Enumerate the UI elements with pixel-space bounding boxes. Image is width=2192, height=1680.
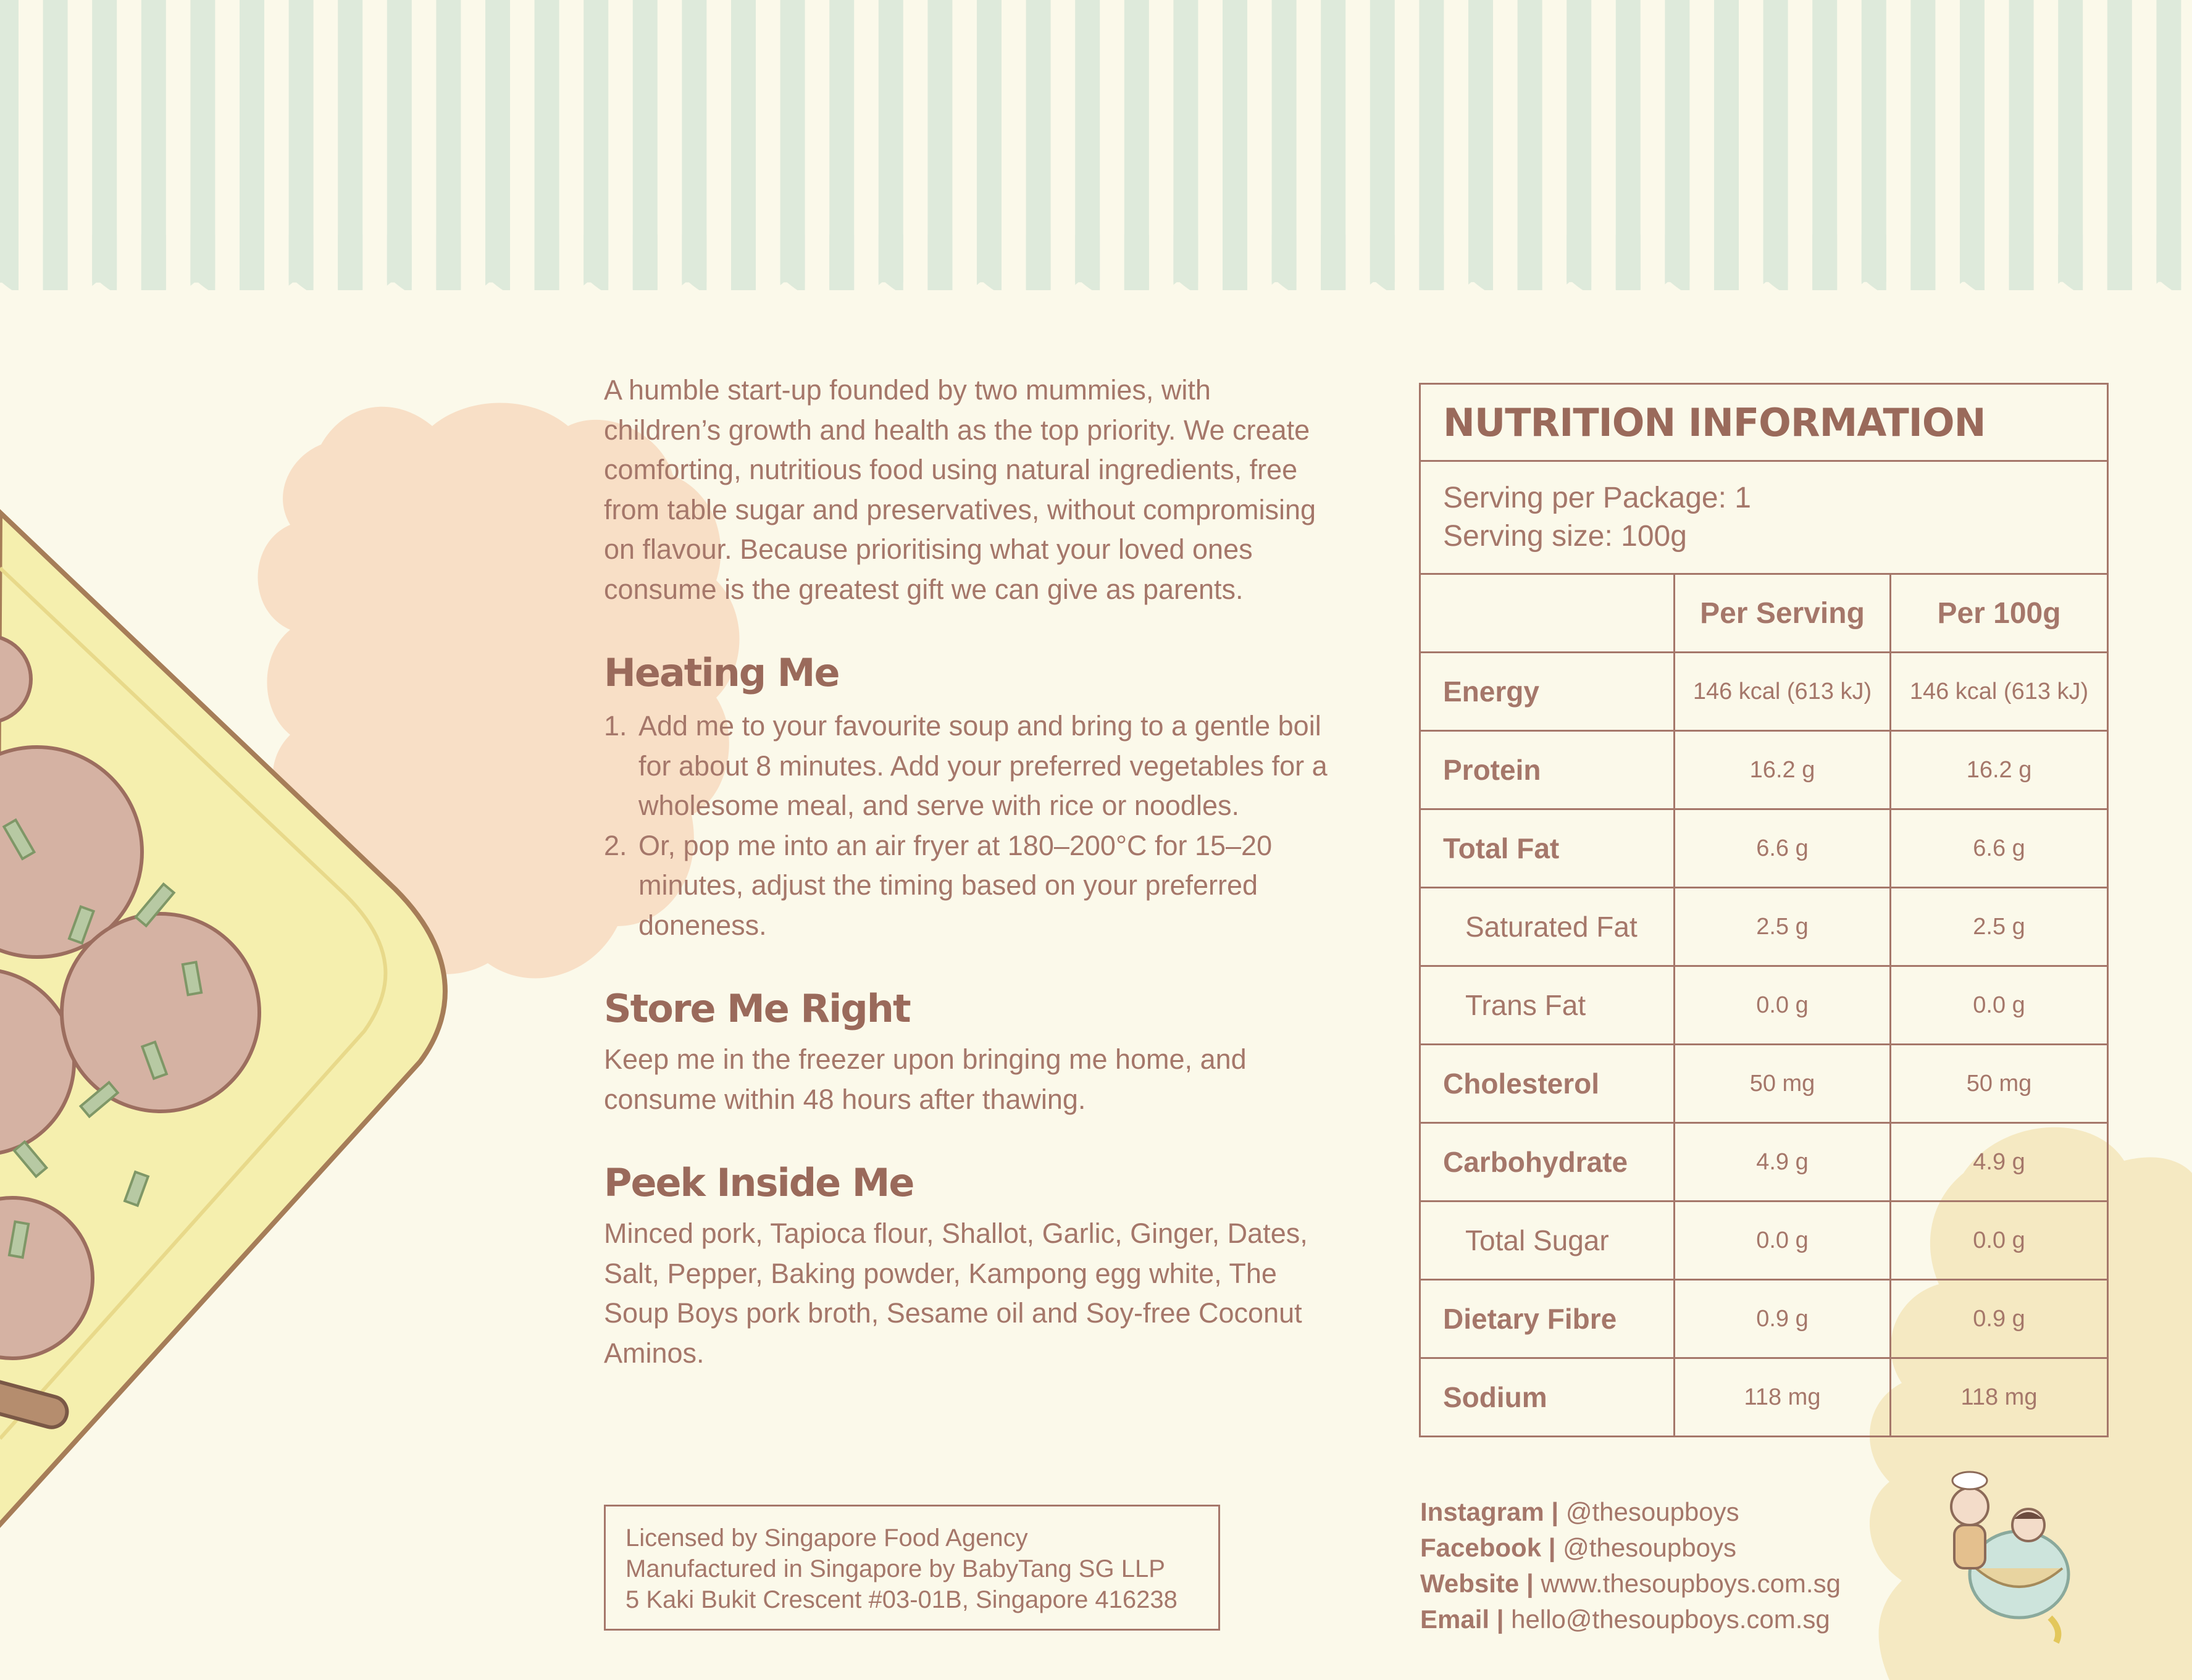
nutrition-table xyxy=(1419,383,2109,1437)
value-per-serving: 16.2 g xyxy=(1675,731,1891,809)
awning-stripe-tail xyxy=(141,235,166,290)
nutrition-row xyxy=(1420,1201,2108,1280)
value-per-100g: 0.9 g xyxy=(1891,1280,2108,1358)
value-per-serving: 146 kcal (613 kJ) xyxy=(1675,653,1891,731)
nutrient-label: Carbohydrate xyxy=(1420,1123,1675,1201)
nutrition-row xyxy=(1420,1280,2108,1358)
license-box xyxy=(604,1505,1220,1631)
col-header-per-serving: Per Serving xyxy=(1675,574,1891,653)
awning-stripe-tail xyxy=(1223,235,1247,290)
awning-stripe-tail xyxy=(2156,235,2181,282)
contact-facebook: Facebook | @thesoupboys xyxy=(1420,1533,1736,1562)
nutrition-row xyxy=(1420,1123,2108,1201)
nutrition-rows xyxy=(1420,653,2108,1437)
awning-stripe-tail xyxy=(240,235,264,290)
nutrient-label: Total Fat xyxy=(1420,809,1675,888)
nutrient-label: Energy xyxy=(1420,653,1675,731)
nutrition-row xyxy=(1420,653,2108,731)
heating-steps xyxy=(604,706,1339,945)
awning-stripe-tail xyxy=(2058,235,2083,282)
contact-instagram: Instagram | @thesoupboys xyxy=(1420,1497,1739,1526)
nutrient-label: Sodium xyxy=(1420,1358,1675,1437)
awning-stripe-tail xyxy=(535,235,559,290)
license-line: Manufactured in Singapore by BabyTang SG LLP xyxy=(625,1555,1165,1582)
awning-stripe-tail xyxy=(1468,235,1493,282)
nutrient-label: Trans Fat xyxy=(1420,966,1675,1045)
value-per-serving: 0.0 g xyxy=(1675,1201,1891,1280)
awning-stripe-tail xyxy=(1665,235,1689,282)
awning-stripe-tail xyxy=(1862,235,1886,282)
heating-heading: Heating Me xyxy=(604,650,839,695)
serving-per-package: Serving per Package: 1 xyxy=(1443,482,1751,514)
nutrition-row xyxy=(1420,966,2108,1045)
header-blank xyxy=(1420,574,1675,653)
awning-stripe-tail xyxy=(829,235,854,290)
value-per-100g: 0.0 g xyxy=(1891,966,2108,1045)
license-line: Licensed by Singapore Food Agency xyxy=(625,1524,1028,1552)
awning-stripe-tail xyxy=(879,235,903,282)
store-text: Keep me in the freezer upon bringing me home, and consume within 48 hours after thawing. xyxy=(604,1043,1247,1115)
awning-stripe-tail xyxy=(1173,235,1198,282)
nutrition-row xyxy=(1420,731,2108,809)
instagram-handle[interactable]: @thesoupboys xyxy=(1565,1497,1739,1526)
awning-stripe-tail xyxy=(1321,235,1345,290)
value-per-serving: 118 mg xyxy=(1675,1358,1891,1437)
awning-stripe-tail xyxy=(43,235,68,290)
license-line: 5 Kaki Bukit Crescent #03-01B, Singapore 416238 xyxy=(625,1586,1178,1613)
value-per-100g: 50 mg xyxy=(1891,1045,2108,1123)
value-per-100g: 0.0 g xyxy=(1891,1201,2108,1280)
awning-stripe-tail xyxy=(682,235,706,282)
value-per-100g: 118 mg xyxy=(1891,1358,2108,1437)
awning-stripe-tail xyxy=(1616,235,1641,290)
nutrient-label: Protein xyxy=(1420,731,1675,809)
awning-stripe-tail xyxy=(1026,235,1051,290)
nutrient-label: Dietary Fibre xyxy=(1420,1280,1675,1358)
awning-stripe-tail xyxy=(1763,235,1788,282)
awning-stripe-tail xyxy=(1518,235,1542,290)
facebook-handle[interactable]: @thesoupboys xyxy=(1563,1533,1736,1562)
value-per-100g: 16.2 g xyxy=(1891,731,2108,809)
nutrition-row xyxy=(1420,1045,2108,1123)
value-per-100g: 146 kcal (613 kJ) xyxy=(1891,653,2108,731)
awning-stripe-tail xyxy=(1075,235,1100,282)
product-description-column xyxy=(604,370,1345,1373)
heating-step: 2. Or, pop me into an air fryer at 180–200°C for 15–20 minutes, adjust the timing based on your preferred doneness. xyxy=(604,829,1273,941)
value-per-serving: 2.5 g xyxy=(1675,888,1891,966)
nutrient-label: Cholesterol xyxy=(1420,1045,1675,1123)
awning-stripe-tail xyxy=(1567,235,1591,282)
ingredients-text: Minced pork, Tapioca flour, Shallot, Garlic, Ginger, Dates, Salt, Pepper, Baking powder, Kampong egg white, The Soup Boys pork broth, Sesame oil and Soy-free Coconut Aminos. xyxy=(604,1218,1308,1369)
contact-website: Website | www.thesoupboys.com.sg xyxy=(1420,1569,1841,1598)
value-per-100g: 2.5 g xyxy=(1891,888,2108,966)
awning-stripe-tail xyxy=(977,235,1002,282)
awning-stripe-tail xyxy=(584,235,608,282)
awning-stripe-tail xyxy=(2009,235,2034,290)
awning-stripe-tail xyxy=(485,235,510,282)
contact-email: Email | hello@thesoupboys.com.sg xyxy=(1420,1605,1830,1634)
awning-stripe-tail xyxy=(1370,235,1395,282)
awning-stripe-tail xyxy=(780,235,805,282)
awning-stripe-tail xyxy=(1960,235,1985,282)
nutrition-panel xyxy=(1419,383,2107,1437)
awning-stripe-tail xyxy=(1272,235,1297,282)
serving-info xyxy=(1420,461,2108,574)
value-per-serving: 0.0 g xyxy=(1675,966,1891,1045)
nutrient-label: Total Sugar xyxy=(1420,1201,1675,1280)
serving-size: Serving size: 100g xyxy=(1443,520,1687,553)
contact-info xyxy=(1420,1494,1841,1637)
value-per-100g: 6.6 g xyxy=(1891,809,2108,888)
awning-stripe-tail xyxy=(1124,235,1149,290)
value-per-serving: 0.9 g xyxy=(1675,1280,1891,1358)
awning-stripe-tail xyxy=(1812,235,1837,290)
awning-stripe-tail xyxy=(190,235,215,283)
awning-stripe-tail xyxy=(289,235,314,283)
email-link[interactable]: hello@thesoupboys.com.sg xyxy=(1511,1605,1830,1634)
heating-step: 1. Add me to your favourite soup and bring to a gentle boil for about 8 minutes. Add your preferred vegetables for a wholesome meal, and serve with rice or noodles. xyxy=(604,710,1328,821)
awning-stripe-tail xyxy=(2107,235,2132,290)
nutrient-label: Saturated Fat xyxy=(1420,888,1675,966)
nutrition-row xyxy=(1420,888,2108,966)
awning-stripe-tail xyxy=(0,235,19,283)
nutrition-row xyxy=(1420,1358,2108,1437)
value-per-100g: 4.9 g xyxy=(1891,1123,2108,1201)
nutrition-row xyxy=(1420,809,2108,888)
ingredients-heading: Peek Inside Me xyxy=(604,1160,914,1205)
awning-stripe-tail xyxy=(731,235,756,290)
brand-intro: A humble start-up founded by two mummies, with children’s growth and health as the top priority. We create comforting, nutritious food using natural ingredients, free from table sugar and preservatives, without compromising on flavour. Because prioritising what your loved ones consume is the greatest gift we can give as parents. xyxy=(604,374,1316,605)
col-header-per-100g: Per 100g xyxy=(1891,574,2108,653)
awning-stripe-tail xyxy=(1419,235,1444,290)
awning-stripe-tail xyxy=(92,235,117,283)
awning-stripe-tail xyxy=(1714,235,1739,290)
website-link[interactable]: www.thesoupboys.com.sg xyxy=(1541,1569,1841,1598)
value-per-serving: 6.6 g xyxy=(1675,809,1891,888)
awning-stripe-tail xyxy=(436,235,461,290)
nutrition-title: NUTRITION INFORMATION xyxy=(1420,384,2108,461)
awning-stripe-tail xyxy=(338,235,362,290)
awning-stripe-tail xyxy=(927,235,952,290)
value-per-serving: 4.9 g xyxy=(1675,1123,1891,1201)
store-heading: Store Me Right xyxy=(604,986,910,1031)
awning-stripe-tail xyxy=(387,235,412,283)
awning-stripe-tail xyxy=(1910,235,1935,290)
value-per-serving: 50 mg xyxy=(1675,1045,1891,1123)
awning-stripe-tail xyxy=(633,235,658,290)
